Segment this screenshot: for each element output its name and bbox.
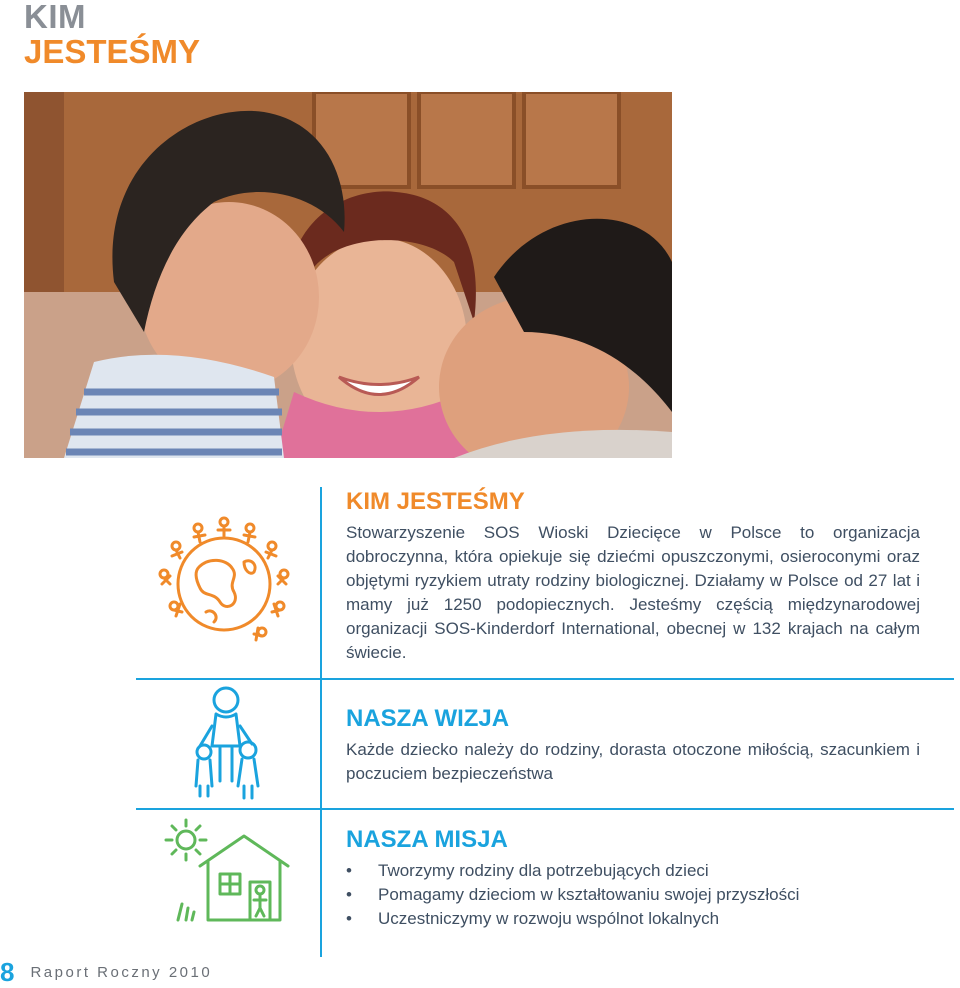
- family-photo: [24, 92, 672, 458]
- page-title-line2: JESTEŚMY: [24, 33, 201, 70]
- page-title-line1: KIM: [24, 0, 86, 35]
- bullet: •: [346, 909, 352, 929]
- vision-text: Każde dziecko należy do rodziny, dorasta otoczone miłością, szacunkiem i poczuciem bezpieczeństwa: [346, 740, 920, 784]
- vertical-divider: [320, 487, 322, 957]
- mission-item-1: [346, 859, 920, 883]
- mission-item-text: Tworzymy rodziny dla potrzebujących dzieci: [378, 861, 709, 881]
- mission-section: [346, 827, 920, 931]
- vision-heading: NASZA WIZJA: [346, 705, 510, 732]
- report-title: Raport Roczny 2010: [30, 963, 213, 981]
- mission-item-3: [346, 907, 920, 931]
- horizontal-divider-1: [136, 678, 954, 680]
- bullet: •: [346, 885, 352, 905]
- mission-item-text: Pomagamy dzieciom w kształtowaniu swojej przyszłości: [378, 885, 800, 905]
- mission-heading: NASZA MISJA: [346, 826, 508, 853]
- family-icon: [190, 686, 266, 802]
- mission-list: [346, 859, 920, 931]
- about-heading: KIM JESTEŚMY: [346, 488, 525, 515]
- mission-item-2: [346, 883, 920, 907]
- page-footer: [0, 958, 212, 986]
- vision-section: [346, 706, 920, 786]
- bullet: •: [346, 861, 352, 881]
- mission-item-text: Uczestniczymy w rozwoju wspólnot lokalnych: [378, 909, 720, 929]
- house-with-sun-icon: [160, 816, 300, 924]
- globe-with-children-icon: [154, 512, 294, 652]
- page-title: [24, 0, 200, 68]
- horizontal-divider-2: [136, 808, 954, 810]
- page-number: 8: [0, 956, 15, 987]
- about-text: Stowarzyszenie SOS Wioski Dziecięce w Polsce to organizacja dobroczynna, która opiekuje się dziećmi opuszczonymi, osieroconymi oraz objętymi ryzykiem utraty rodziny biologicznej. Działamy w Polsce od 27 lat i mamy już 1250 podopiecznych. Jesteśmy częścią międzynarodowej organizacji SOS-Kinderdorf International, obecnej w 132 krajach na całym świecie.: [346, 523, 920, 663]
- about-section: [346, 489, 920, 665]
